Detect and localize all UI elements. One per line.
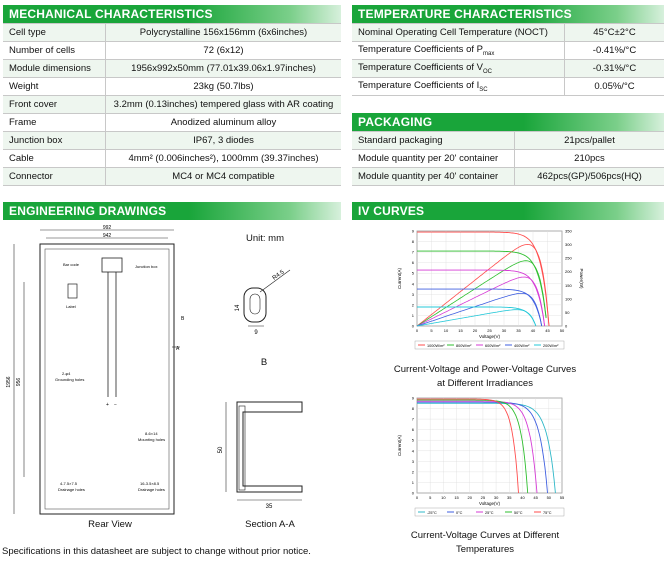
table-row	[3, 150, 341, 168]
legend-label: 75°C	[543, 511, 552, 515]
dim-radius: R4.5	[271, 269, 286, 282]
svg-text:−: −	[114, 402, 117, 408]
row-label: Nominal Operating Cell Temperature (NOCT)	[352, 24, 565, 42]
label-text: Label	[66, 304, 76, 309]
drainage-right-label: Drainage holes	[138, 487, 165, 492]
junction-box-label: Junction box	[135, 264, 158, 269]
drainage-left-size: 4-7.5×7.5	[60, 481, 78, 486]
iv-header: IV CURVES	[352, 202, 664, 220]
x-tick-label: 25	[487, 328, 492, 333]
x-tick-label: 55	[559, 495, 565, 500]
x-tick-label: 35	[516, 328, 521, 333]
x-tick-label: 30	[493, 495, 499, 500]
temperature-header: TEMPERATURE CHARACTERISTICS	[352, 5, 664, 23]
row-label: Module quantity per 40' container	[352, 168, 515, 186]
section-caption: Section A-A	[245, 519, 295, 530]
y2-tick-label: 350	[565, 228, 572, 234]
chart2-caption-line1: Current-Voltage Curves at Different	[410, 530, 560, 541]
mechanical-table	[3, 23, 341, 186]
x-tick-label: 50	[546, 495, 552, 500]
y-tick-label: 9	[411, 395, 414, 401]
mechanical-header: MECHANICAL CHARACTERISTICS	[3, 5, 341, 23]
row-label: Weight	[3, 78, 106, 96]
row-label: Front cover	[3, 96, 106, 114]
svg-text:+: +	[106, 402, 109, 408]
table-row	[352, 78, 664, 96]
x-tick-label: 20	[472, 328, 478, 333]
y-tick-label: 5	[411, 270, 414, 276]
legend-label: -25°C	[427, 511, 437, 515]
table-row	[352, 42, 664, 60]
row-label: Temperature Coefficients of $I_{SC}$	[352, 78, 565, 96]
row-label: Cell type	[3, 24, 106, 42]
section-mark-a: A	[176, 346, 180, 352]
row-value: 0.05%/°C	[565, 78, 665, 96]
row-value: 4mm² (0.006inches²), 1000mm (39.37inches)	[106, 150, 342, 168]
table-row	[352, 132, 664, 150]
table-row	[352, 60, 664, 78]
legend-label: 1000W/m²	[427, 344, 445, 348]
dim-section-height: 50	[218, 446, 224, 454]
x-tick-label: 0	[415, 328, 419, 333]
row-value: 462pcs(GP)/506pcs(HQ)	[515, 168, 665, 186]
row-label: Module quantity per 20' container	[352, 150, 515, 168]
x-axis-label: Voltage(V)	[478, 334, 501, 339]
x-tick-label: 35	[507, 495, 512, 500]
mounting-label: Mounting holes	[138, 437, 166, 442]
y2-tick-label: 50	[565, 309, 570, 315]
row-value: -0.31%/°C	[565, 60, 665, 78]
dim-outer-width: 992	[102, 225, 112, 231]
row-value: 3.2mm (0.13inches) tempered glass with AR coating	[106, 96, 342, 114]
mounting-size: 8-6×14	[145, 431, 158, 436]
x-tick-label: 5	[429, 495, 432, 500]
x-tick-label: 50	[559, 328, 565, 333]
detail-mark-b: B	[181, 316, 185, 322]
x-tick-label: 20	[467, 495, 472, 500]
row-value: 72 (6x12)	[106, 42, 342, 60]
drainage-right-size: 16-3.5×8.5	[140, 481, 160, 486]
y-tick-label: 1	[411, 479, 414, 485]
temperature-table	[352, 23, 664, 96]
y-tick-label: 4	[411, 448, 414, 454]
row-value: 45°C±2°C	[565, 24, 665, 42]
x-tick-label: 45	[533, 495, 538, 500]
y2-tick-label: 0	[565, 323, 568, 329]
y-tick-label: 5	[411, 437, 414, 443]
y-tick-label: 3	[411, 291, 414, 297]
table-row	[3, 42, 341, 60]
x-tick-label: 30	[501, 328, 507, 333]
y-tick-label: 8	[411, 239, 414, 245]
chart2-caption-line2: Temperatures	[455, 544, 515, 555]
y2-axis-label: Power(W)	[579, 268, 584, 289]
y-tick-label: 6	[411, 427, 414, 433]
row-value: 23kg (50.7lbs)	[106, 78, 342, 96]
section-aa-drawing	[212, 392, 322, 512]
dim-inner-width: 942	[102, 233, 112, 239]
rear-view-drawing	[0, 222, 200, 532]
table-row	[352, 168, 664, 186]
y2-tick-label: 300	[565, 242, 572, 248]
iv-temperature-chart	[393, 392, 583, 527]
row-value: IP67, 3 diodes	[106, 132, 342, 150]
legend-label: 0°C	[456, 511, 463, 515]
row-value: -0.41%/°C	[565, 42, 665, 60]
detail-b-caption: B	[260, 357, 268, 368]
row-label: Connector	[3, 168, 106, 186]
legend-label: 200W/m²	[543, 344, 559, 348]
legend-label: 400W/m²	[514, 344, 530, 348]
plot-frame	[417, 398, 562, 493]
row-label: Cable	[3, 150, 106, 168]
dim-mount-spacing: 956	[16, 377, 22, 387]
x-tick-label: 25	[480, 495, 486, 500]
y-tick-label: 6	[411, 260, 414, 266]
y2-tick-label: 250	[565, 255, 572, 261]
packaging-table	[352, 131, 664, 186]
row-value: 21pcs/pallet	[515, 132, 665, 150]
y-axis-label: Current(A)	[397, 267, 402, 290]
x-tick-label: 10	[441, 495, 446, 500]
y-tick-label: 0	[411, 490, 414, 496]
grounding-size: 2-φ4	[62, 371, 71, 376]
y-tick-label: 7	[411, 249, 414, 255]
y-tick-label: 8	[411, 406, 414, 412]
table-row	[3, 24, 341, 42]
table-row	[3, 78, 341, 96]
x-tick-label: 40	[530, 328, 536, 333]
y-tick-label: 1	[411, 312, 414, 318]
detail-b-drawing	[230, 262, 310, 352]
y2-tick-label: 200	[565, 269, 572, 275]
x-tick-label: 0	[415, 495, 419, 500]
row-value: 210pcs	[515, 150, 665, 168]
row-label: Frame	[3, 114, 106, 132]
row-value: Anodized aluminum alloy	[106, 114, 342, 132]
x-tick-label: 45	[545, 328, 550, 333]
table-row	[3, 114, 341, 132]
iv-irradiance-chart	[393, 225, 583, 360]
table-row	[3, 60, 341, 78]
unit-label: Unit: mm	[246, 233, 284, 244]
x-tick-label: 40	[520, 495, 525, 500]
y-tick-label: 2	[411, 469, 414, 475]
y-tick-label: 4	[411, 281, 414, 287]
drainage-left-label: Drainage holes	[58, 487, 85, 492]
y-tick-label: 0	[411, 323, 414, 329]
table-row	[3, 132, 341, 150]
row-label: Module dimensions	[3, 60, 106, 78]
chart1-caption-line2: at Different Irradiances	[437, 378, 533, 389]
footer-note: Specifications in this datasheet are subject to change without prior notice.	[2, 546, 311, 557]
bar-code-label: Bar code	[63, 262, 80, 267]
row-value: MC4 or MC4 compatible	[106, 168, 342, 186]
packaging-header: PACKAGING	[352, 113, 664, 131]
dim-slot-h: 14	[235, 304, 241, 312]
y2-tick-label: 150	[565, 282, 572, 288]
legend-label: 600W/m²	[485, 344, 501, 348]
x-tick-label: 5	[430, 328, 433, 333]
x-axis-label: Voltage(V)	[478, 501, 501, 506]
engineering-header: ENGINEERING DRAWINGS	[3, 202, 341, 220]
table-row	[352, 150, 664, 168]
grounding-label: Grounding holes	[55, 377, 85, 382]
legend-label: 800W/m²	[456, 344, 472, 348]
chart1-caption-line1: Current-Voltage and Power-Voltage Curves	[393, 364, 577, 375]
x-tick-label: 15	[454, 495, 459, 500]
x-tick-label: 10	[443, 328, 449, 333]
row-label: Junction box	[3, 132, 106, 150]
table-row	[3, 96, 341, 114]
table-row	[352, 24, 664, 42]
table-row	[3, 168, 341, 186]
y-tick-label: 3	[411, 458, 414, 464]
y-tick-label: 2	[411, 302, 414, 308]
row-value: 1956x992x50mm (77.01x39.06x1.97inches)	[106, 60, 342, 78]
rear-view-caption: Rear View	[88, 519, 132, 530]
row-value: Polycrystalline 156x156mm (6x6inches)	[106, 24, 342, 42]
row-label: Standard packaging	[352, 132, 515, 150]
row-label: Temperature Coefficients of $V_{OC}$	[352, 60, 565, 78]
y2-tick-label: 100	[565, 296, 572, 302]
row-label: Number of cells	[3, 42, 106, 60]
y-tick-label: 9	[411, 228, 414, 234]
dim-slot-w: 9	[254, 330, 258, 336]
dim-section-width: 35	[265, 504, 273, 510]
row-label: Temperature Coefficients of $P_{max}$	[352, 42, 565, 60]
legend-label: 25°C	[485, 511, 494, 515]
y-tick-label: 7	[411, 416, 414, 422]
legend-label: 50°C	[514, 511, 523, 515]
x-tick-label: 15	[458, 328, 463, 333]
dim-height: 1956	[6, 376, 12, 388]
y-axis-label: Current(A)	[397, 434, 402, 457]
